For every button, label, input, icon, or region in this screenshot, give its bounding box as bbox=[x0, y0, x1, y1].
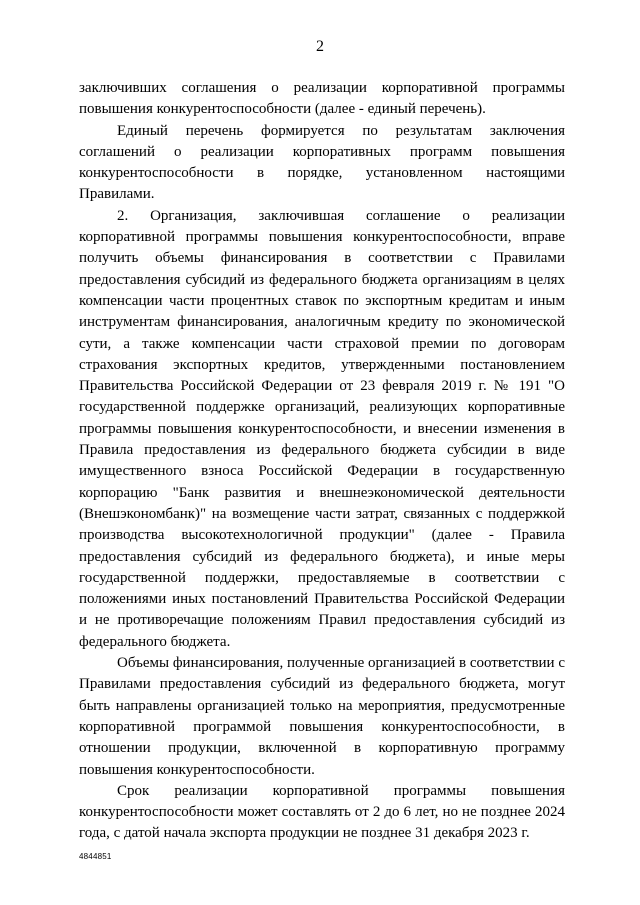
page-number: 2 bbox=[316, 38, 324, 55]
document-footer-code: 4844851 bbox=[79, 852, 112, 861]
paragraph-financing-volumes: Объемы финансирования, полученные организацией в соответствии с Правилами предоставления субсидий из федерального бюджета, могут быть направлены организацией только на мероприятия, предусмотренные корпоративной программой повышения конкурентоспособности, в отношении продукции, включенной в корпоративную программу повышения конкурентоспособности. bbox=[79, 655, 565, 778]
paragraph-continuation: заключивших соглашения о реализации корпоративной программы повышения конкурентоспособности (далее - единый перечень). bbox=[79, 80, 565, 118]
paragraph-program-term: Срок реализации корпоративной программы повышения конкурентоспособности может составлять от 2 до 6 лет, но не позднее 2024 года, с датой начала экспорта продукции не позднее 31 декабря 2023 г. bbox=[79, 782, 565, 842]
paragraph-unified-list: Единый перечень формируется по результатам заключения соглашений о реализации корпоративных программ повышения конкурентоспособности в порядке, установленном настоящими Правилами. bbox=[79, 122, 565, 203]
paragraph-item-2: 2. Организация, заключившая соглашение о реализации корпоративной программы повышения конкурентоспособности, вправе получить объемы финансирования в соответствии с Правилами предоставления субсидий из федерального бюджета организациям в целях компенсации части процентных ставок по экспортным кредитам и иным инструментам финансирования, аналогичным кредиту по экономической сути, а также компенсации части страховой премии по договорам страхования экспортных кредитов, утвержденными постановлением Правительства Российской Федерации от 23 февраля 2019 г. № 191 "О государственной поддержке организаций, реализующих корпоративные программы повышения конкурентоспособности, и внесении изменения в Правила предоставления из федерального бюджета субсидии в виде имущественного взноса Российской Федерации в государственную корпорацию "Банк развития и внешнеэкономической деятельности (Внешэкономбанк)" на возмещение части затрат, связанных с поддержкой производства высокотехнологичной продукции" (далее - Правила предоставления субсидий из федерального бюджета), и иные меры государственной поддержки, предоставляемые в соответствии с положениями иных постановлений Правительства Российской Федерации и не противоречащие положениям Правил предоставления субсидий из федерального бюджета. bbox=[79, 207, 565, 650]
document-body bbox=[79, 78, 565, 845]
